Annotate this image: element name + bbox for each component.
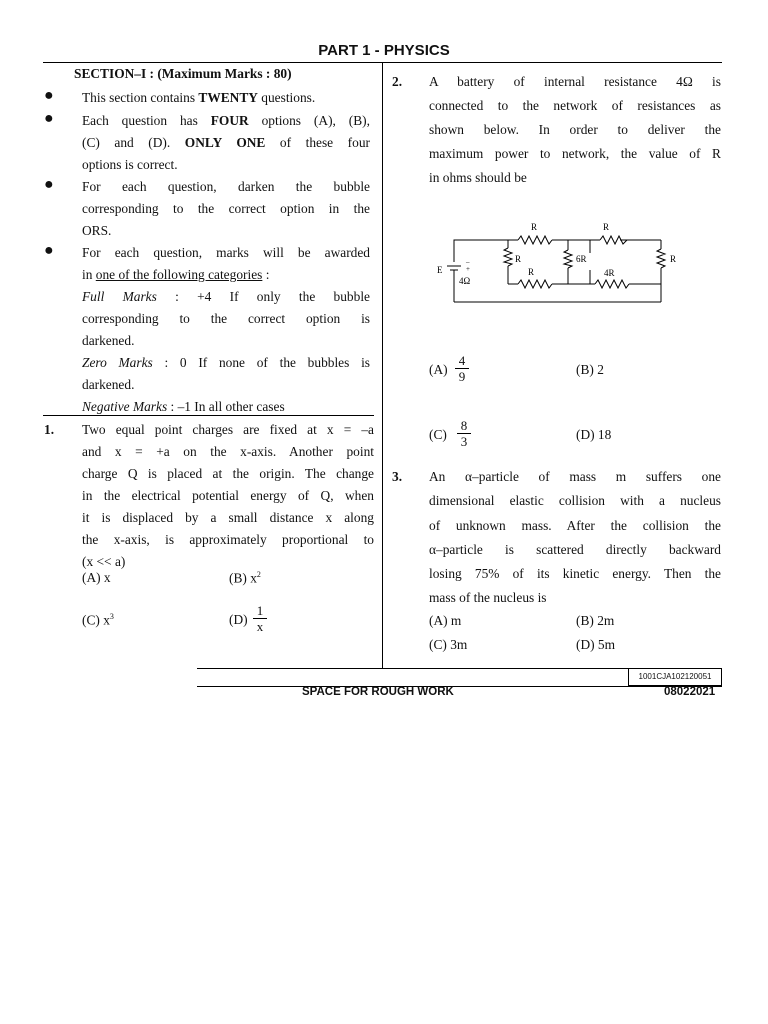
- label-r: R: [528, 267, 535, 277]
- alpha-symbol: α: [465, 469, 473, 484]
- instruction-2: Each question has FOUR options (A), (B), (C) and (D). ONLY ONE of these four options is correct.: [82, 113, 370, 172]
- section-divider: [43, 415, 374, 416]
- question-number: 3.: [392, 469, 403, 484]
- bullet-icon: ●: [44, 87, 54, 104]
- page-title: PART 1 - PHYSICS: [318, 42, 450, 59]
- option-b: (B) 2: [576, 362, 604, 377]
- option-b: (B) 2m: [576, 613, 615, 628]
- rough-work-label: SPACE FOR ROUGH WORK: [302, 686, 454, 698]
- label-e: E: [437, 265, 443, 275]
- label-internal-resistance: 4Ω: [459, 276, 471, 286]
- option-a-label: (A): [429, 362, 448, 377]
- date-code: 08022021: [664, 686, 716, 698]
- instruction-3: For each question, darken the bubble corresponding to the correct option in the ORS.: [82, 179, 370, 238]
- question-text: A battery of internal resistance 4Ω is connected to the network of resistances as shown below. In order to deliver the maximum power to network, the value of R in ohms should be: [429, 74, 721, 185]
- label-plus: +: [466, 265, 470, 273]
- label-r: R: [531, 222, 538, 232]
- option-c: (C) $x^3$: [82, 612, 114, 628]
- option-d-fraction: $\frac{1}{x}$: [253, 603, 267, 634]
- label-r: R: [515, 254, 522, 264]
- bullet-icon: ●: [44, 110, 54, 127]
- label-r: R: [603, 222, 610, 232]
- label-minus: –: [466, 258, 470, 266]
- option-b: (B) $x^2$: [229, 570, 261, 586]
- option-c-label: (C): [429, 427, 447, 442]
- circuit-diagram: [430, 218, 690, 308]
- bullet-icon: ●: [44, 242, 54, 259]
- label-4r: 4R: [604, 268, 615, 278]
- section-heading: SECTION–I : (Maximum Marks : 80): [74, 66, 292, 81]
- bullet-icon: ●: [44, 176, 54, 193]
- option-d-label: (D): [229, 612, 248, 627]
- option-c-fraction: $\frac{8}{3}$: [457, 418, 471, 449]
- column-divider: [382, 62, 383, 669]
- instruction-4: For each question, marks will be awarded in one of the following categories : Full Marks : +4 If only the bubble corresponding to the correct option is darkened. Zero Marks : 0 If none of the bubbles is darkened. Negative Marks : –1 In all other cases: [82, 245, 370, 414]
- question-number: 1.: [44, 422, 55, 437]
- label-r: R: [670, 254, 677, 264]
- alpha-symbol: α: [429, 541, 437, 557]
- question-number: 2.: [392, 74, 403, 89]
- label-6r: 6R: [576, 254, 587, 264]
- question-text: Two equal point charges are fixed at x = –a and x = +a on the x-axis. Another point charge Q is placed at the origin. The change in the electrical potential energy of Q, when it is displaced by a small distance x along the x-axis, is approximately proportional to (x << a): [82, 422, 374, 569]
- option-a: (A) x: [82, 570, 111, 585]
- option-a-fraction: $\frac{4}{9}$: [455, 353, 469, 384]
- document-code: 1001CJA102120051: [628, 669, 722, 686]
- footer-rule-2: [197, 686, 722, 687]
- option-a: (A) m: [429, 613, 462, 628]
- question-text: An α–particle of mass m suffers one dimensional elastic collision with a nucleus of unknown mass. After the collision the α–particle is scattered directly backward losing 75% of its kinetic energy. Then the mass of the nucleus is: [429, 469, 721, 606]
- option-d: (D) 5m: [576, 637, 616, 652]
- instruction-1: This section contains TWENTY questions.: [82, 90, 316, 105]
- option-c: (C) 3m: [429, 637, 468, 652]
- option-d: (D) 18: [576, 427, 612, 442]
